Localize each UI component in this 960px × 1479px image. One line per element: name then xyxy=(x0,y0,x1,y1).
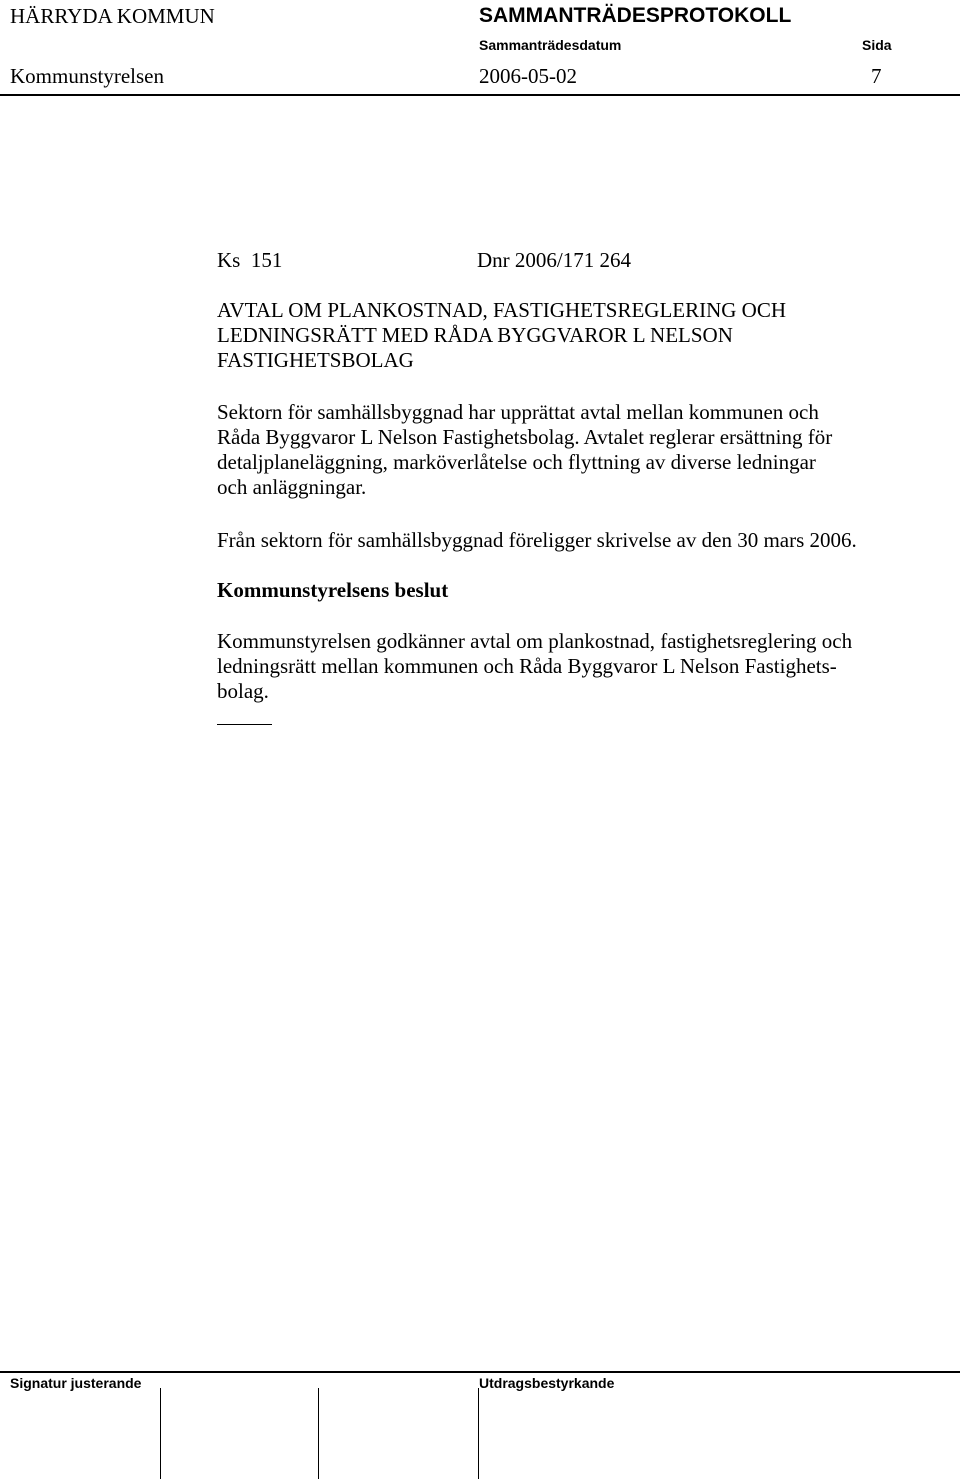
meeting-date-label: Sammanträdesdatum xyxy=(479,37,622,53)
case-number: Ks 151 xyxy=(217,248,283,272)
certification-label: Utdragsbestyrkande xyxy=(479,1375,615,1391)
paragraph-line: Kommunstyrelsen godkänner avtal om plankostnad, fastighetsreglering och xyxy=(217,629,853,653)
header-divider xyxy=(0,94,960,96)
item-title-line: LEDNINGSRÄTT MED RÅDA BYGGVAROR L NELSON xyxy=(217,323,733,347)
footer-divider xyxy=(0,1371,960,1373)
paragraph-line: bolag. xyxy=(217,679,269,703)
signature-label: Signatur justerande xyxy=(10,1375,142,1391)
certification-box-divider xyxy=(478,1388,479,1479)
item-title xyxy=(217,298,917,373)
reference-paragraph: Från sektorn för samhällsbyggnad föreligger skrivelse av den 30 mars 2006. xyxy=(217,528,857,552)
signature-box-divider xyxy=(160,1388,161,1479)
municipality-name: HÄRRYDA KOMMUN xyxy=(10,4,215,28)
signature-box-divider xyxy=(318,1388,319,1479)
decision-heading: Kommunstyrelsens beslut xyxy=(217,578,449,602)
page-number: 7 xyxy=(871,64,882,88)
paragraph-line: och anläggningar. xyxy=(217,475,367,499)
paragraph-line: Sektorn för samhällsbyggnad har upprättat avtal mellan kommunen och xyxy=(217,400,819,424)
meeting-date: 2006-05-02 xyxy=(479,64,577,88)
paragraph-line: detaljplaneläggning, marköverlåtelse och flyttning av diverse ledningar xyxy=(217,450,816,474)
document-type: SAMMANTRÄDESPROTOKOLL xyxy=(479,4,792,27)
item-title-line: FASTIGHETSBOLAG xyxy=(217,348,414,372)
paragraph-line: ledningsrätt mellan kommunen och Råda Byggvaror L Nelson Fastighets- xyxy=(217,654,837,678)
diary-number: Dnr 2006/171 264 xyxy=(477,248,631,272)
board-name: Kommunstyrelsen xyxy=(10,64,164,88)
background-paragraph xyxy=(217,400,917,500)
paragraph-line: Råda Byggvaror L Nelson Fastighetsbolag. Avtalet reglerar ersättning för xyxy=(217,425,833,449)
page-label: Sida xyxy=(862,37,892,53)
section-end-line xyxy=(217,724,272,725)
decision-paragraph xyxy=(217,629,917,704)
item-title-line: AVTAL OM PLANKOSTNAD, FASTIGHETSREGLERING OCH xyxy=(217,298,787,322)
